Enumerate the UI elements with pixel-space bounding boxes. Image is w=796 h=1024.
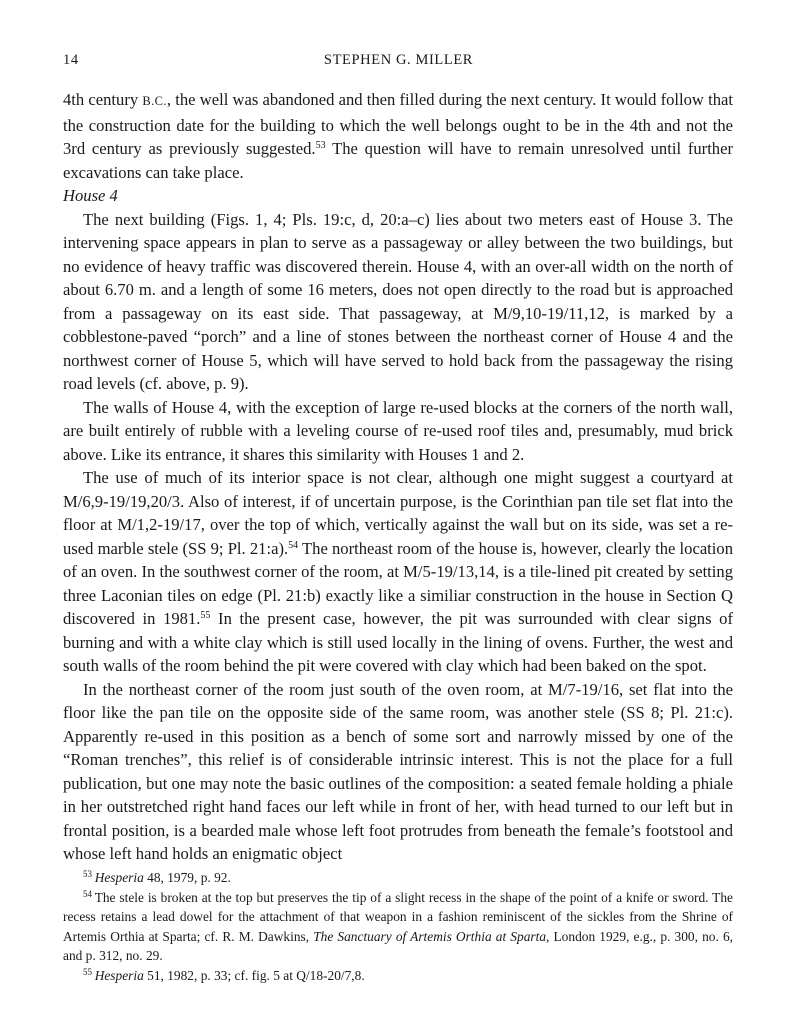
footnote-number: 53: [83, 869, 92, 879]
section-heading-house-4: House 4: [63, 186, 118, 205]
running-head: [63, 52, 734, 72]
footnote-55: $^{55}$ Hesperia 51, 1982, p. 33; cf. fig. 5 at Q/18-20/7,8.: [83, 966, 365, 983]
paragraph-house-4-location: The next building (Figs. 1, 4; Pls. 19:c, d, 20:a–c) lies about two meters east of House 3. The intervening space appears in plan to serve as a passageway or alley between the two buildings, but no evidence of heavy traffic was discovered therein. House 4, with an over-all width on the north of about 6.70 m. and a length of some 16 meters, does not open directly to the road but is approached from a passageway on its east side. That passageway, at M/9,10-19/11,12, is marked by a cobblestone-paved “porch” and a line of stones between the northeast corner of House 4 and the northwest corner of House 5, which will have served to hold back from the passageway the rising road levels (cf. above, p. 9).: [63, 209, 733, 393]
footnote-ref-53[interactable]: 53: [315, 140, 326, 151]
footnote-ref-55[interactable]: 55: [200, 610, 211, 621]
footnote-53: $^{53}$ Hesperia 48, 1979, p. 92.: [83, 869, 231, 885]
footnotes: [63, 868, 733, 985]
footnote-number: 55: [83, 966, 92, 977]
page-number: 14: [63, 52, 79, 68]
paragraph-house-4-interior: The use of much of its interior space is not clear, although one might suggest a courtyard at M/6,9-19/19,20/3. Also of interest, if of uncertain purpose, is the Corinthian pan tile set flat into the floor at M/1,2-19/17, over the top of which, vertically against the wall but on its side, was set a re-used marble stele (SS 9; Pl. 21:a).$^{54}$ The northeast room of the house is, however, clearly the location of an oven. In the southwest corner of the room, at M/5-19/13,14, is a tile-lined pit created by setting three Laconian tiles on edge (Pl. 21:b) exactly like a similiar construction in the house in Section Q discovered in 1981.55 In the present case, however, the pit was surrounded with clear signs of burning and with a white clay which is still used locally in the lining of ovens. Further, the west and south walls of the room behind the pit were covered with clay which had been baked on the spot.: [63, 468, 733, 675]
bc-small-caps: B.C.: [142, 94, 167, 108]
body-text: [63, 88, 733, 866]
author-running-head: STEPHEN G. MILLER: [323, 52, 474, 68]
footnote-54: $^{54}$ The stele is broken at the top but preserves the tip of a slight recess in the shape of the point of a knife or sword. The recess retains a lead dowel for the attachment of that weapon in a fashion reminiscent of the sickles from the Shrine of Artemis Orthia at Sparta; cf. R. M. Dawkins, The Sanctuary of Artemis Orthia at Sparta, London 1929, e.g., p. 300, no. 6, and p. 312, no. 29.: [63, 888, 733, 963]
paragraph-continuation: 4th century B.C., the well was abandoned and then filled during the next century. It would follow that the construction date for the building to which the well belongs ought to be in the 4th and not the 3rd century as previously suggested.$^{53}$ The question will have to remain unresolved until further excavations can take place.: [63, 90, 733, 182]
footnote-number: 54: [83, 888, 92, 899]
footnote-ref-54[interactable]: 54: [288, 539, 299, 551]
paragraph-house-4-walls: The walls of House 4, with the exception of large re-used blocks at the corners of the north wall, are built entirely of rubble with a leveling course of re-used roof tiles and, presumably, mud brick above. Like its entrance, it shares this similarity with Houses 1 and 2.: [63, 397, 733, 464]
paragraph-stele-relief: In the northeast corner of the room just south of the oven room, at M/7-19/16, set flat into the floor like the pan tile on the opposite side of the same room, was another stele (SS 8; Pl. 21:c). Apparently re-used in this position as a bench of some sort and narrowly missed by one of the “Roman trenches”, this relief is of considerable intrinsic interest. This is not the place for a full publication, but one may note the basic outlines of the composition: a seated female holding a phiale in her outstretched right hand faces our left while in front of her, with head turned to our left but in frontal position, is a bearded male whose left foot protrudes from beneath the female’s footstool and whose left hand holds an enigmatic object: [63, 679, 733, 863]
